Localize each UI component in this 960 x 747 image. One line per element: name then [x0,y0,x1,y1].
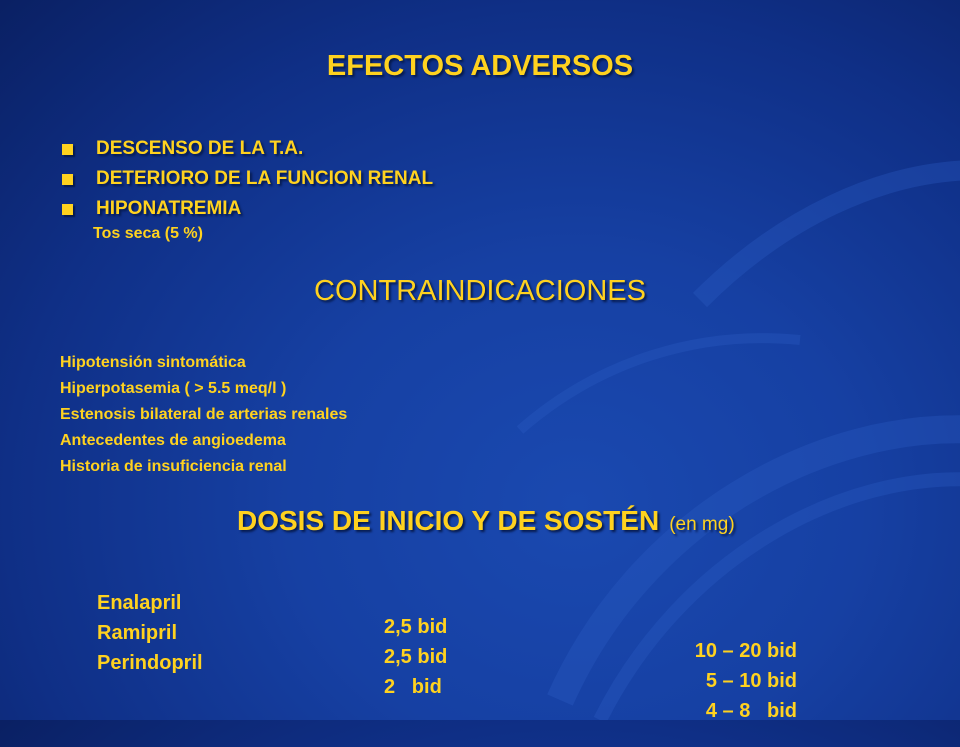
contraindications-list [60,352,347,482]
maintenance-dose: 10 – 20 bid [694,640,797,662]
list-item: Antecedentes de angioedema [60,432,286,449]
maintenance-dose: 5 – 10 bid [705,670,797,692]
start-dose: 2 bid [384,676,442,698]
drug-name: Enalapril [97,592,182,614]
section-title-contraindications: CONTRAINDICACIONES [314,275,646,307]
list-item: DESCENSO DE LA T.A. [62,136,433,166]
drug-name: Perindopril [97,652,203,674]
square-bullet-icon [62,174,73,185]
drug-name: Ramipril [97,622,178,644]
section-title-adverse-effects: EFECTOS ADVERSOS [326,50,634,82]
list-item: Estenosis bilateral de arterias renales [60,406,348,423]
square-bullet-icon [62,204,73,215]
dose-unit-label: (en mg) [669,514,735,535]
list-item: Historia de insuficiencia renal [60,458,287,475]
start-dose: 2,5 bid [384,646,448,668]
list-item: DETERIORO DE LA FUNCION RENAL [62,166,433,196]
list-item: Hipotensión sintomática [60,354,246,371]
maintenance-dose: 4 – 8 bid [705,700,797,722]
start-dose: 2,5 bid [384,616,448,638]
section-title-doses: DOSIS DE INICIO Y DE SOSTÉN (en mg) [237,505,735,536]
extra-effect-text: Tos seca (5 %) [93,225,203,242]
list-item: Hiperpotasemia ( > 5.5 meq/l ) [60,380,287,397]
adverse-effects-list [62,136,433,226]
list-item: HIPONATREMIA [62,196,433,226]
dose-table [97,567,797,722]
square-bullet-icon [62,144,73,155]
